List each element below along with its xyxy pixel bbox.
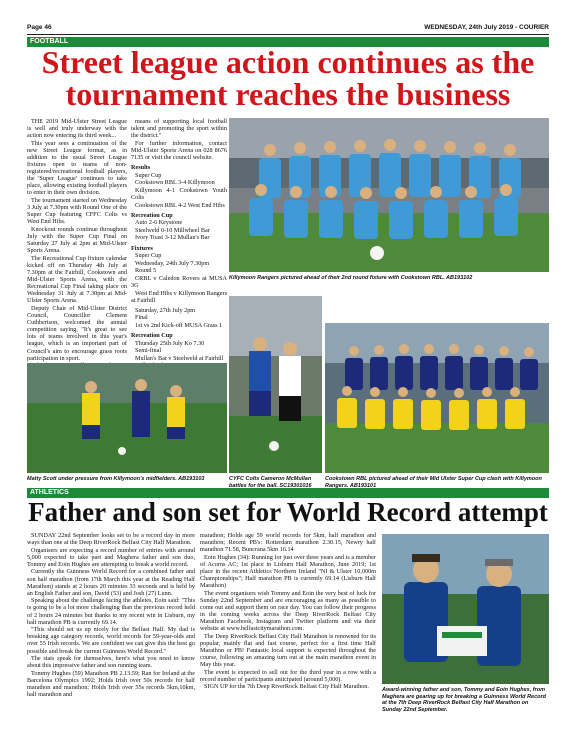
paragraph: Speaking about the challenge facing the athletes, Eoin said: "This is going to be a lot more challenging than the previous record held of 2 hours 24 minutes but thanks to my recent win in Lisburn, my half marathon PB is currently 69.14. — [27, 597, 195, 626]
issue-date: WEDNESDAY, 24th July 2019 - COURIER — [424, 24, 549, 31]
fixture-line: Semi-final — [135, 347, 162, 355]
paragraph: For further information, contact Mid-Ulster Sports Arena on 028 8676 7135 or visit the council website. — [131, 139, 227, 161]
recreation-cup-heading: Recreation Cup — [131, 211, 173, 219]
photo-cyfc-colts — [229, 296, 322, 473]
paragraph: This year sees a continuation of the new Street League format, as in addition to the usual Street League fixtures open to teams of non-registered/recreational football players, the 'Super League' continues to take place, allowing existing football players to enter in their own division. — [27, 139, 127, 197]
photo-matty-scott — [27, 363, 227, 473]
paragraph: Knockout rounds continue throughout July with the Super Cup Final on Saturday 27 July at 2pm at Mid-Ulster Sports Arena. — [27, 225, 127, 255]
result-line: Killymoon 4-1 Cookstown Youth Colts — [131, 186, 227, 201]
paragraph: THE 2019 Mid-Ulster Street League is well and truly underway with the action now entering its third week... — [27, 118, 127, 140]
paragraph: The event is expected to sell out for the third year in a row with a record number of participants anticipated (around 5,000). — [200, 668, 376, 683]
fixture-line: Final — [135, 314, 148, 322]
fixture-line: 1st vs 2nd Kick-off MUSA Grass 1 — [135, 321, 223, 329]
paragraph: SUNDAY 22nd September looks set to be a record day in more ways than one at the Deep RiverRock Belfast City Half Marathon. — [27, 532, 195, 547]
page-number: Page 46 — [27, 24, 52, 31]
photo-killymoon-team — [229, 118, 549, 272]
paragraph: marathon; Holds age 59 world records for 5km, half marathon and marathon; Recent PB's: Rotterdam marathon 2.30.15, Newry half marathon 71.58, Buncrana 5km 16.14 — [200, 532, 376, 554]
article1-column-2 — [131, 118, 227, 362]
header-rule — [27, 34, 549, 35]
paragraph: SIGN UP for the 7th Deep RiverRock Belfast City Half Marathon. — [204, 683, 369, 691]
result-line: Auto 2-6 Keystone — [135, 219, 183, 227]
result-line: Ivory Toast 3-12 Mullan's Bar — [135, 234, 210, 242]
result-line: Steelweld 0-10 Millwheel Bar — [135, 226, 210, 234]
paragraph: Organisers are expecting a record number of entries with around 5,000 expected to take part and Maghera father and son duo, Tommy and Eoin Hughes are attempting to break a world record. — [27, 546, 195, 568]
paragraph: "This should set us up nicely for the Belfast Half. My dad is breaking age category records, world records for 59-year-olds and over 55 Irish records. We are confident we can give this the best go possible and break the current Guinness World Record." — [27, 626, 195, 655]
paragraph: The tournament started on Wednesday 3 July at 7.30pm with Round One of the Super Cup featuring CFFC Colts vs West End Hibs. — [27, 197, 127, 226]
result-line: Super Cup — [135, 171, 162, 179]
article2-column-2 — [200, 532, 376, 730]
paragraph: Deputy Chair of Mid-Ulster District Council, Councillor Clement Cuthbertson, welcomed the annual competition saying, "It's great to see lots of teams involved in this year's league, which is an important part of Council's aim to encourage grass roots participation in sport. — [27, 304, 127, 362]
caption-father-and-son: Award-winning father and son, Tommy and Eoin Hughes, from Maghera are gearing up for breaking a Guinness World Record at the 7th Deep RiverRock Belfast City Half Marathon on Sunday 22nd September. — [382, 687, 547, 713]
caption-matty-scott: Matty Scott under pressure from Killymoon's midfielders. AB193103 — [27, 476, 205, 482]
fixture-line: Super Cup — [135, 252, 162, 260]
result-line: Cookstown RBL 3-4 Killymoon — [135, 179, 215, 187]
recreation-cup-heading: Recreation Cup — [131, 332, 173, 340]
fixture-line: West End Hibs v Killymoon Rangers at Fairhill — [131, 289, 227, 304]
article1-headline: Street league action continues as the tournament reaches the business — [41, 44, 535, 112]
section-bar-athletics: ATHLETICS — [27, 488, 549, 498]
result-line: Cookstown RBL 4-2 West End Hibs — [135, 201, 225, 209]
paragraph: The stats speak for themselves, here's what you need to know about this impressive father and son running team. — [27, 655, 195, 670]
fixture-line: Saturday, 27th July 2pm — [135, 306, 196, 314]
paragraph: Currently the Guinness World Record for a combined father and son half marathon (from 17th March this year at the Reading Half Marathon) stands at 2 hours 20 minutes 33 seconds and is held by an English Father and son, David (53) and Josh (27) Lunn. — [27, 568, 195, 597]
fixture-line: Thursday 25th July Ko 7.30 — [135, 339, 205, 347]
caption-cyfc-colts: CYFC Colts Cameron McMullan battles for the ball. SC19301016 — [229, 476, 312, 489]
article2-column-1 — [27, 532, 195, 730]
article1-column-1 — [27, 118, 127, 362]
paragraph: The event organisers wish Tommy and Eoin the very best of luck for Sunday 22nd September and are encouraging as many as possible to come out and support them on race day. You can follow their progress in the coming weeks across the Deep RiverRock Belfast City Marathon Facebook, Instagram and Twitter platform and via their website at www.belfastcitymarathon.com. — [200, 589, 376, 633]
photo-cookstown-rbl — [325, 323, 549, 473]
section-bar-football: FOOTBALL — [27, 37, 549, 47]
paragraph: The Deep RiverRock Belfast City Half Marathon is renowned for its popular, mainly flat and fast course, perfect for a first time Half Marathon or PB! Fantastic local support is expected throughout the course, following an amazing turn out at the main marathon event in May this year. — [200, 632, 376, 669]
results-heading: Results — [131, 164, 151, 172]
paragraph: means of supporting local football talent and promoting the sport within the district." — [131, 118, 227, 140]
caption-killymoon-team: Killymoon Rangers pictured ahead of their 2nd round fixture with Cookstown RBL. AB193102 — [229, 275, 473, 281]
fixtures-heading: Fixtures — [131, 244, 153, 252]
fixture-line: CRBL v Caledon Rovers at MUSA 3G — [131, 274, 227, 289]
fixture-line: Mullan's Bar v Steelweld at Fairhill — [135, 354, 224, 362]
paragraph: The Recreational Cup fixture calendar kicked off on Thursday 4th July at 7.30pm at the Fairhill, Cookstown and Mid-Ulster Sports Arena, with the Recreational Cup Final taking place on Wednesday 31 July at 7.30pm at Mid-Ulster Sports Arena. — [27, 254, 127, 305]
paragraph: Tommy Hughes (59) Marathon PB 2.13.59; Ran for Ireland at the Barcelona Olympics 1992; Holds Irish over 50s records for half marathon and marathon; Holds Irish over 55s records 5km,10km, half marathon and — [27, 669, 195, 699]
photo-father-and-son — [382, 534, 549, 684]
paragraph: Eoin Hughes (34): Running for just over three years and is a member of Acorns AC; 1st place in Lisburn Half Marathon, June 2019; 1st place in the recent Athletics Northern Ireland "NI & Ulster 10,000m Championships"; Half marathon PB is currently 69.14 (Lisburn Half Marathon) — [200, 553, 376, 590]
article2-headline: Father and son set for World Record attempt — [28, 497, 548, 527]
fixture-line: Wednesday, 24th July 7.30pm — [135, 259, 210, 267]
fixture-line: Round 5 — [135, 267, 157, 275]
caption-cookstown-rbl: Cookstown RBL pictured ahead of their Mid Ulster Super Cup clash with Killymoon Rangers. AB193101 — [325, 476, 542, 489]
